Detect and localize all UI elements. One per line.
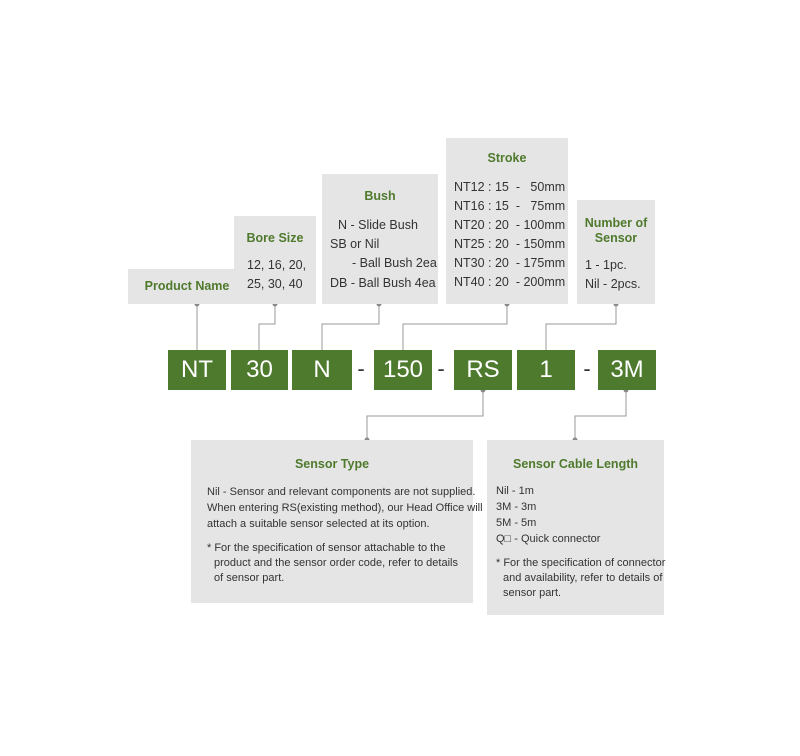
separator-dash: - bbox=[357, 356, 365, 381]
separator-dash: - bbox=[437, 356, 445, 381]
number-of-sensor-box bbox=[577, 200, 655, 304]
sensor-cable-length-box bbox=[487, 440, 664, 615]
sensor-cable-length-line: 3M - 3m bbox=[496, 501, 537, 513]
stroke-box bbox=[446, 138, 568, 304]
sensor-type-line: attach a suitable sensor selected at its option. bbox=[207, 518, 430, 530]
bush-line: DB - Ball Bush 4ea bbox=[330, 276, 436, 290]
sensor-cable-length-note: sensor part. bbox=[503, 587, 562, 599]
bore-size-line: 25, 30, 40 bbox=[247, 277, 303, 291]
connector-bush bbox=[322, 304, 379, 350]
sensor-type-box bbox=[191, 440, 483, 603]
stroke-line: NT40 : 20 - 200mm bbox=[454, 275, 566, 289]
sensor-cable-length-line: Q□ - Quick connector bbox=[496, 533, 601, 545]
connector-number-of-sensor bbox=[546, 304, 616, 350]
number-of-sensor-line: 1 - 1pc. bbox=[585, 258, 627, 272]
code-stroke: 150 bbox=[374, 350, 432, 390]
bush-box bbox=[322, 174, 438, 304]
stroke-line: NT25 : 20 - 150mm bbox=[454, 237, 566, 251]
connector-sensor-cable-length bbox=[575, 390, 626, 440]
number-of-sensor-title: Sensor bbox=[594, 231, 638, 245]
code-sensor-type: RS bbox=[454, 350, 512, 390]
code-product-name: NT bbox=[168, 350, 226, 390]
sensor-type-line: Nil - Sensor and relevant components are not supplied. bbox=[207, 486, 476, 498]
sensor-type-note: product and the sensor order code, refer to details bbox=[214, 557, 458, 569]
connector-sensor-type bbox=[367, 390, 483, 440]
code-sensor-cable-length: 3M bbox=[598, 350, 656, 390]
connector-stroke bbox=[403, 304, 507, 350]
sensor-cable-length-note: * For the specification of connector bbox=[496, 557, 666, 569]
connector-bore-size bbox=[259, 304, 275, 350]
stroke-line: NT30 : 20 - 175mm bbox=[454, 256, 566, 270]
stroke-line: NT12 : 15 - 50mm bbox=[454, 180, 566, 194]
bore-size-box bbox=[234, 216, 316, 304]
bush-line: N - Slide Bush bbox=[338, 218, 418, 232]
sensor-type-line: When entering RS(existing method), our Head Office will bbox=[207, 502, 483, 514]
sensor-cable-length-title: Sensor Cable Length bbox=[512, 457, 639, 471]
bush-title: Bush bbox=[364, 189, 396, 203]
number-of-sensor-title: Number of bbox=[584, 216, 648, 230]
sensor-type-note: of sensor part. bbox=[214, 572, 285, 584]
sensor-type-title: Sensor Type bbox=[294, 457, 370, 471]
stroke-line: NT16 : 15 - 75mm bbox=[454, 199, 566, 213]
product-name-title: Product Name bbox=[144, 279, 230, 293]
code-bush: N bbox=[292, 350, 352, 390]
code-number-of-sensor: 1 bbox=[517, 350, 575, 390]
bush-line: - Ball Bush 2ea bbox=[352, 256, 437, 270]
bush-line: SB or Nil bbox=[330, 237, 380, 251]
bore-size-title: Bore Size bbox=[246, 231, 304, 245]
sensor-cable-length-line: Nil - 1m bbox=[496, 485, 534, 497]
sensor-cable-length-line: 5M - 5m bbox=[496, 517, 537, 529]
sensor-type-note: * For the specification of sensor attachable to the bbox=[207, 542, 446, 554]
sensor-cable-length-note: and availability, refer to details of bbox=[503, 572, 663, 584]
bore-size-line: 12, 16, 20, bbox=[247, 258, 307, 272]
stroke-line: NT20 : 20 - 100mm bbox=[454, 218, 566, 232]
separator-dash: - bbox=[583, 356, 591, 381]
code-bore-size: 30 bbox=[231, 350, 288, 390]
number-of-sensor-line: Nil - 2pcs. bbox=[585, 277, 641, 291]
product-name-box bbox=[128, 269, 246, 304]
stroke-title: Stroke bbox=[487, 151, 527, 165]
